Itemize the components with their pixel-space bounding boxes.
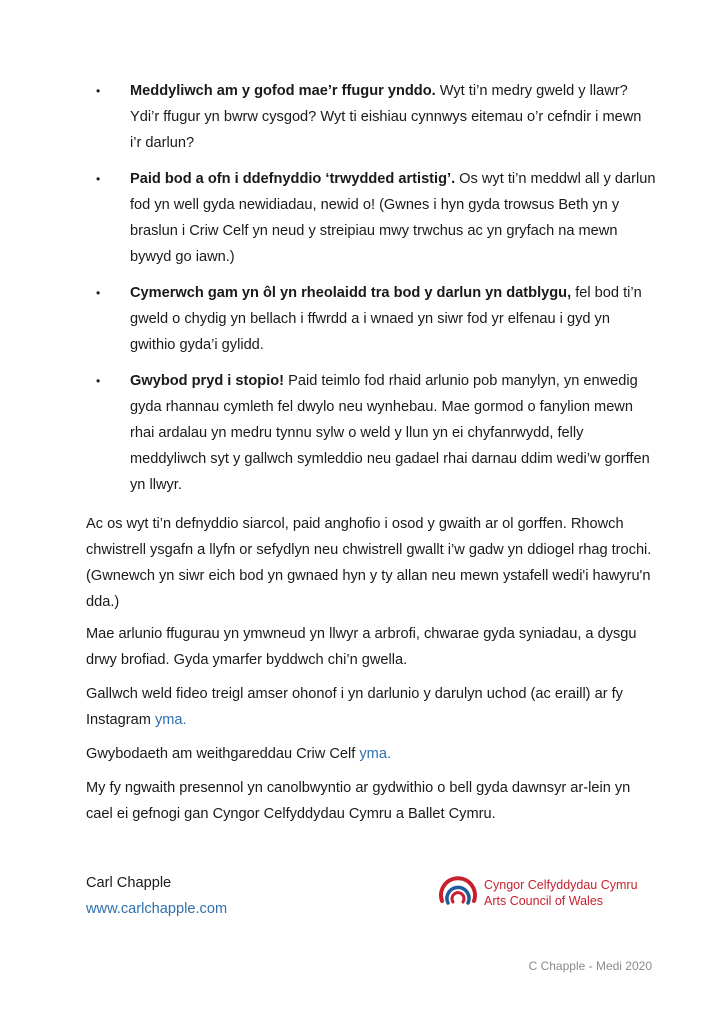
bullet-icon: • (96, 84, 101, 98)
logo-text (484, 877, 638, 909)
tip-text: Paid teimlo fod rhaid arlunio pob manylyn, yn enwedig gyda rhannau cymleth fel dwylo neu wynhebau. Mae gormod o fanylion mewn rhai ardalau yn medru tynnu sylw o weld y llun yn ei chyfanrwydd, felly meddyliwch syt y gallwch symleddio neu gadael rhai darnau ddim wedi’w gorffen yn llwyr. (130, 373, 650, 493)
bullet-icon: • (96, 286, 101, 300)
tip-text: Wyt ti’n medry gweld y llawr? Ydi’r ffugur yn bwrw cysgod? Wyt ti eishiau cynnwys eitemau o’r cefndir i mewn i’r darlun? (130, 83, 642, 151)
paragraph-current-work: My fy ngwaith presennol yn canolbwyntio ar gydwithio o bell gyda dawnsyr ar-lein yn cael ei gefnogi gan Cyngor Celfyddydau Cymru a Ballet Cymru. (86, 780, 631, 822)
bullet-icon: • (96, 172, 101, 186)
tips-list (96, 78, 656, 508)
paragraph-charcoal: Ac os wyt ti’n defnyddio siarcol, paid anghofio i osod y gwaith ar ol gorffen. Rhowch chwistrell ysgafn a llyfn or sefydlyn neu chwistrell gwallt i’w gadw yn ddiogel rhag trochi. (Gwnewch yn siwr eich bod yn gwnaed hyn y ty allan neu mewn ystafell wedi'i hawyru'n dda.) (86, 516, 652, 610)
page-footer: C Chapple - Medi 2020 (528, 959, 652, 973)
list-item (96, 368, 656, 498)
bullet-icon: • (96, 374, 101, 388)
logo-line-english: Arts Council of Wales (484, 894, 604, 908)
logo-line-welsh: Cyngor Celfyddydau Cymru (484, 878, 638, 892)
arts-council-emblem-icon (436, 871, 480, 915)
tip-heading: Paid bod a ofn i ddefnyddio ‘trwydded artistig’. (130, 171, 456, 187)
paragraph-text: Gwybodaeth am weithgareddau Criw Celf (86, 746, 360, 762)
tip-heading: Meddyliwch am y gofod mae’r ffugur ynddo. (130, 83, 436, 99)
author-website-link[interactable]: www.carlchapple.com (86, 901, 228, 917)
instagram-link[interactable]: yma. (154, 712, 187, 728)
author-name: Carl Chapple (86, 875, 172, 891)
paragraph-criw-celf (86, 741, 661, 767)
tip-text: fel bod ti’n gweld o chydig yn bellach i ffwrdd a i wnaed yn siwr fod yr elfenau i gyd yn gwithio gyda’i gylidd. (130, 285, 642, 353)
paragraph-practice: Mae arlunio ffugurau yn ymwneud yn llwyr a arbrofi, chwarae gyda syniadau, a dysgu drwy brofiad. Gyda ymarfer byddwch chi’n gwella. (86, 626, 637, 668)
list-item (96, 166, 656, 270)
list-item (96, 280, 656, 358)
paragraph-text: Gallwch weld fideo treigl amser ohonof i yn darlunio y darulyn uchod (ac eraill) ar fy Instagram (86, 686, 623, 728)
list-item (96, 78, 656, 156)
tip-heading: Gwybod pryd i stopio! (130, 373, 285, 389)
arts-council-logo (436, 871, 656, 919)
paragraph-instagram (86, 681, 661, 733)
tip-text: Os wyt ti’n meddwl all y darlun fod yn well gyda newidiadau, newid o! (Gwnes i hyn gyda trowsus Beth yn y braslun i Criw Celf yn neud y streipiau mwy trwchus ac yn gryfach na mewn bywyd go iawn.) (130, 171, 656, 265)
tip-heading: Cymerwch gam yn ôl yn rheolaidd tra bod y darlun yn datblygu, (130, 285, 572, 301)
criw-celf-link[interactable]: yma. (359, 746, 391, 762)
